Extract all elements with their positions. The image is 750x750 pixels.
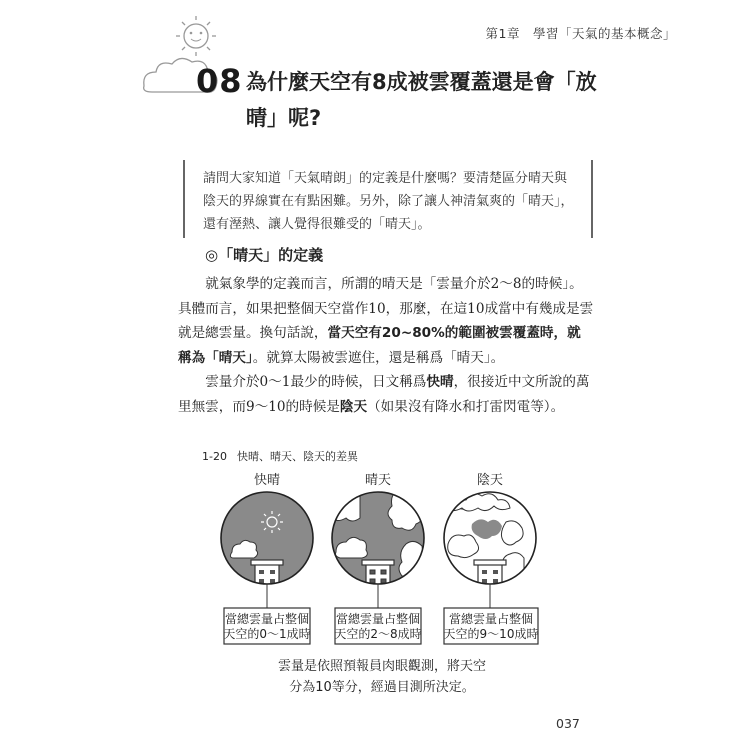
- box-cloudy-line1: 當總雲量占整個: [448, 612, 534, 626]
- section-number: 08: [196, 62, 243, 100]
- box-fine-line1: 當總雲量占整個: [335, 612, 421, 626]
- figure-heading: [202, 448, 368, 464]
- text-run: （如果沒有降水和打雷閃電等）。: [367, 398, 565, 415]
- text-run: 雲量介於0～1最少的時候，日文稱爲: [205, 374, 427, 390]
- subheading: ◎「晴天」的定義: [205, 246, 324, 264]
- panel-label-clear: 快晴: [253, 473, 281, 488]
- bold-term-cloudy: 陰天: [339, 398, 368, 415]
- bold-definition: 當天空有20~80%的範圍被雲覆蓋時，就稱為「晴天」: [178, 325, 581, 366]
- intro-text: 請問大家知道「天氣晴朗」的定義是什麼嗎？要清楚區分晴天與陰天的界線實在有點困難。另外，除了讓人神清氣爽的「晴天」，還有溼熱、讓人覺得很難受的「晴天」。: [203, 171, 574, 232]
- box-fine-line2: 天空的2～8成時: [334, 627, 422, 641]
- intro-box: [183, 160, 593, 238]
- panel-label-fine: 晴天: [364, 473, 392, 488]
- fine-sky-circle: [328, 491, 426, 604]
- text-run: ，很接近中文所說的萬里無雲，而9～10的時候是: [178, 374, 590, 415]
- page-number: 037: [556, 716, 580, 731]
- paragraph-2: [178, 370, 594, 419]
- figure-number: 1-20: [202, 450, 227, 463]
- figure-title: 快晴、晴天、陰天的差異: [236, 450, 358, 463]
- figure-caption: [252, 656, 512, 698]
- section-title: 為什麼天空有8成被雲覆蓋還是會「放晴」呢?: [246, 70, 597, 130]
- running-header: 第1章 學習「天氣的基本概念」: [485, 26, 676, 41]
- label-box-clear: [223, 608, 310, 644]
- paragraph-1: [178, 272, 594, 370]
- label-box-fine: [334, 608, 421, 644]
- panel-label-cloudy: 陰天: [476, 473, 504, 488]
- label-box-cloudy: [444, 608, 539, 644]
- box-clear-line1: 當總雲量占整個: [224, 612, 310, 626]
- caption-line-1: 雲量是依照預報員肉眼觀測，將天空: [277, 659, 486, 674]
- box-clear-line2: 天空的0～1成時: [223, 627, 311, 641]
- text-run: 。就算太陽被雲遮住，還是稱爲「晴天」。: [252, 349, 505, 366]
- box-cloudy-line2: 天空的9～10成時: [443, 627, 539, 641]
- caption-line-2: 分為10等分，經過目測所決定。: [289, 680, 475, 695]
- text-run: 就氣象學的定義而言，所謂的晴天是「雲量介於2～8的時候」。具體而言，如果把整個天空當作10，那麼，在這10成當中有幾成是雲就是總雲量。換句話說，: [178, 276, 594, 341]
- sky-comparison-diagram: [210, 470, 560, 650]
- bold-term-clear: 快晴: [426, 374, 454, 390]
- body-text: [178, 272, 594, 419]
